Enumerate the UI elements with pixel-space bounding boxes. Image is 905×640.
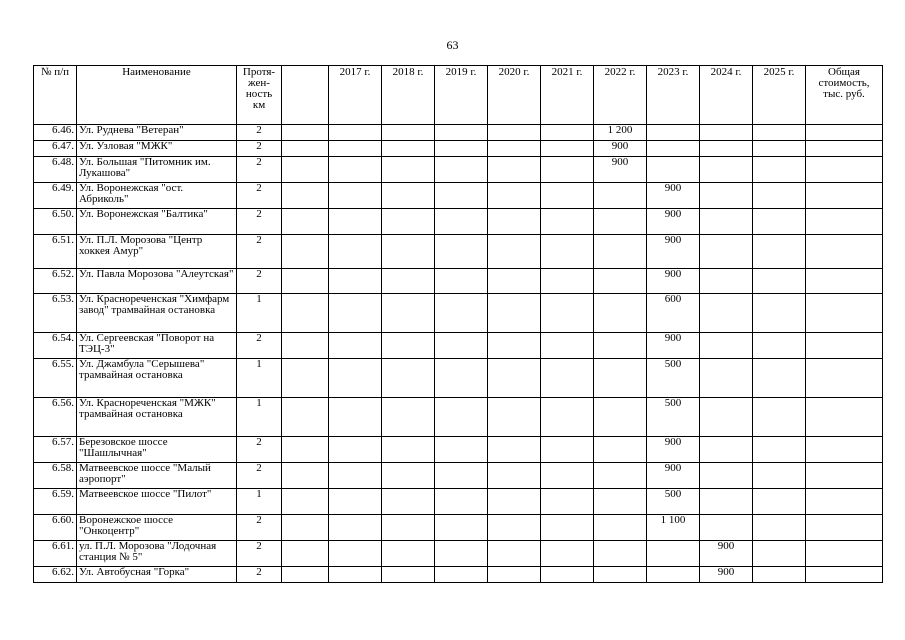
row-name-cell: Ул. Краснореченская "Химфарм завод" трамвайная остановка — [77, 294, 237, 333]
row-value-cell — [594, 541, 647, 567]
row-value-cell — [753, 333, 806, 359]
row-value-cell — [435, 125, 488, 141]
row-value-cell: 900 — [594, 141, 647, 157]
row-value-cell — [700, 463, 753, 489]
row-value-cell — [488, 437, 541, 463]
row-value-cell — [541, 157, 594, 183]
row-name-cell: Ул. Сергеевская "Поворот на ТЭЦ-3" — [77, 333, 237, 359]
row-value-cell: 600 — [647, 294, 700, 333]
header-cell-2022: 2022 г. — [594, 66, 647, 125]
row-name-cell: Ул. П.Л. Морозова "Центр хоккея Амур" — [77, 235, 237, 269]
row-value-cell — [435, 269, 488, 294]
row-number-cell: 6.56. — [34, 398, 77, 437]
row-value-cell — [541, 294, 594, 333]
row-value-cell — [806, 541, 883, 567]
row-value-cell — [488, 209, 541, 235]
row-value-cell — [700, 125, 753, 141]
row-value-cell — [329, 183, 382, 209]
row-length-cell: 2 — [237, 463, 282, 489]
row-value-cell — [541, 489, 594, 515]
row-value-cell — [541, 269, 594, 294]
row-value-cell — [806, 269, 883, 294]
table-row — [34, 541, 883, 567]
row-value-cell: 900 — [647, 235, 700, 269]
row-number-cell: 6.49. — [34, 183, 77, 209]
row-value-cell — [282, 333, 329, 359]
row-value-cell — [382, 463, 435, 489]
row-value-cell — [753, 125, 806, 141]
row-value-cell — [753, 515, 806, 541]
row-value-cell — [594, 463, 647, 489]
row-value-cell — [329, 141, 382, 157]
row-value-cell — [488, 359, 541, 398]
row-value-cell — [806, 125, 883, 141]
row-value-cell — [700, 183, 753, 209]
row-value-cell — [282, 294, 329, 333]
row-name-cell: Воронежское шоссе "Онкоцентр" — [77, 515, 237, 541]
row-value-cell: 900 — [700, 567, 753, 583]
row-value-cell — [329, 437, 382, 463]
row-length-cell: 2 — [237, 269, 282, 294]
row-length-cell: 1 — [237, 398, 282, 437]
header-cell-name: Наименование — [77, 66, 237, 125]
row-value-cell — [329, 157, 382, 183]
row-value-cell — [647, 141, 700, 157]
row-name-cell: Ул. Узловая "МЖК" — [77, 141, 237, 157]
row-value-cell — [382, 209, 435, 235]
table-row — [34, 359, 883, 398]
row-number-cell: 6.59. — [34, 489, 77, 515]
row-value-cell — [329, 541, 382, 567]
row-number-cell: 6.60. — [34, 515, 77, 541]
row-value-cell — [282, 141, 329, 157]
row-value-cell — [700, 515, 753, 541]
table-row — [34, 515, 883, 541]
row-value-cell — [806, 157, 883, 183]
row-value-cell — [753, 294, 806, 333]
row-value-cell — [435, 183, 488, 209]
table-row — [34, 235, 883, 269]
row-value-cell — [282, 437, 329, 463]
header-cell-2024: 2024 г. — [700, 66, 753, 125]
row-value-cell — [753, 541, 806, 567]
row-value-cell — [594, 437, 647, 463]
row-value-cell — [541, 209, 594, 235]
row-number-cell: 6.53. — [34, 294, 77, 333]
table-row — [34, 209, 883, 235]
row-name-cell: Ул. Автобусная "Горка" — [77, 567, 237, 583]
row-value-cell — [382, 294, 435, 333]
row-length-cell: 2 — [237, 125, 282, 141]
row-value-cell — [700, 157, 753, 183]
row-value-cell — [541, 541, 594, 567]
row-value-cell — [435, 294, 488, 333]
row-value-cell — [382, 141, 435, 157]
row-name-cell: Матвеевское шоссе "Пилот" — [77, 489, 237, 515]
row-value-cell — [329, 269, 382, 294]
row-value-cell — [329, 359, 382, 398]
row-value-cell — [753, 209, 806, 235]
row-value-cell — [488, 489, 541, 515]
row-value-cell: 500 — [647, 398, 700, 437]
row-value-cell — [753, 463, 806, 489]
row-value-cell — [329, 398, 382, 437]
table-row — [34, 567, 883, 583]
row-value-cell — [806, 463, 883, 489]
row-name-cell: Ул. Большая "Питомник им. Лукашова" — [77, 157, 237, 183]
row-value-cell: 1 100 — [647, 515, 700, 541]
row-length-cell: 2 — [237, 183, 282, 209]
row-value-cell — [541, 141, 594, 157]
row-name-cell: Ул. Джамбула "Серышева" трамвайная остановка — [77, 359, 237, 398]
row-value-cell — [753, 269, 806, 294]
row-value-cell — [488, 183, 541, 209]
row-value-cell: 900 — [647, 437, 700, 463]
row-value-cell — [382, 489, 435, 515]
row-value-cell — [435, 541, 488, 567]
row-value-cell — [282, 567, 329, 583]
row-value-cell — [700, 398, 753, 437]
row-value-cell — [435, 209, 488, 235]
row-value-cell — [435, 489, 488, 515]
table-row — [34, 333, 883, 359]
row-value-cell — [382, 515, 435, 541]
row-value-cell — [700, 209, 753, 235]
row-value-cell — [282, 209, 329, 235]
row-value-cell — [382, 359, 435, 398]
row-value-cell — [594, 269, 647, 294]
row-length-cell: 2 — [237, 515, 282, 541]
row-value-cell — [541, 437, 594, 463]
header-cell-2019: 2019 г. — [435, 66, 488, 125]
row-length-cell: 2 — [237, 541, 282, 567]
row-value-cell: 900 — [647, 183, 700, 209]
row-value-cell — [488, 294, 541, 333]
row-value-cell — [282, 269, 329, 294]
row-value-cell — [541, 125, 594, 141]
row-value-cell — [594, 333, 647, 359]
row-value-cell — [435, 515, 488, 541]
row-name-cell: Ул. Воронежская "Балтика" — [77, 209, 237, 235]
row-length-cell: 2 — [237, 437, 282, 463]
row-value-cell — [435, 141, 488, 157]
row-value-cell — [488, 235, 541, 269]
row-value-cell — [594, 183, 647, 209]
row-value-cell — [647, 541, 700, 567]
row-value-cell — [282, 157, 329, 183]
row-value-cell — [382, 541, 435, 567]
row-value-cell — [753, 567, 806, 583]
header-cell-2025: 2025 г. — [753, 66, 806, 125]
row-value-cell: 500 — [647, 489, 700, 515]
row-value-cell — [329, 125, 382, 141]
row-value-cell — [700, 141, 753, 157]
row-value-cell — [488, 515, 541, 541]
table-row — [34, 489, 883, 515]
row-value-cell — [594, 294, 647, 333]
row-value-cell — [594, 515, 647, 541]
row-value-cell — [435, 463, 488, 489]
row-value-cell — [282, 463, 329, 489]
row-value-cell — [282, 183, 329, 209]
row-value-cell — [329, 209, 382, 235]
table-row — [34, 183, 883, 209]
row-value-cell — [435, 235, 488, 269]
row-value-cell — [329, 235, 382, 269]
row-value-cell: 900 — [700, 541, 753, 567]
row-value-cell — [647, 157, 700, 183]
row-number-cell: 6.52. — [34, 269, 77, 294]
row-value-cell — [382, 235, 435, 269]
header-cell-num: № п/п — [34, 66, 77, 125]
row-value-cell: 500 — [647, 359, 700, 398]
row-value-cell — [541, 235, 594, 269]
row-value-cell — [647, 567, 700, 583]
row-value-cell — [282, 125, 329, 141]
header-cell-2020: 2020 г. — [488, 66, 541, 125]
row-name-cell: Ул. Руднева "Ветеран" — [77, 125, 237, 141]
header-cell-length: Протя- жен- ность км — [237, 66, 282, 125]
row-value-cell — [382, 398, 435, 437]
row-value-cell — [647, 125, 700, 141]
row-value-cell — [700, 269, 753, 294]
row-value-cell — [435, 567, 488, 583]
row-value-cell — [329, 463, 382, 489]
row-value-cell — [382, 567, 435, 583]
row-value-cell — [488, 567, 541, 583]
row-value-cell — [806, 183, 883, 209]
row-value-cell — [541, 183, 594, 209]
row-value-cell — [382, 269, 435, 294]
header-cell-2021: 2021 г. — [541, 66, 594, 125]
row-value-cell — [700, 333, 753, 359]
row-value-cell — [382, 183, 435, 209]
row-length-cell: 2 — [237, 141, 282, 157]
row-value-cell — [753, 183, 806, 209]
table-row — [34, 463, 883, 489]
row-value-cell — [329, 294, 382, 333]
row-value-cell — [753, 398, 806, 437]
row-value-cell — [806, 437, 883, 463]
table-row — [34, 437, 883, 463]
row-value-cell — [282, 515, 329, 541]
row-length-cell: 2 — [237, 209, 282, 235]
row-value-cell — [753, 359, 806, 398]
row-value-cell — [541, 333, 594, 359]
row-length-cell: 1 — [237, 294, 282, 333]
row-value-cell — [282, 489, 329, 515]
row-value-cell — [806, 489, 883, 515]
row-value-cell — [541, 567, 594, 583]
row-name-cell: Ул. Павла Морозова "Алеутская" — [77, 269, 237, 294]
row-value-cell — [435, 398, 488, 437]
row-number-cell: 6.61. — [34, 541, 77, 567]
row-value-cell — [806, 567, 883, 583]
row-value-cell — [488, 541, 541, 567]
row-value-cell — [282, 235, 329, 269]
row-number-cell: 6.57. — [34, 437, 77, 463]
table-body — [34, 125, 883, 583]
row-value-cell: 900 — [647, 463, 700, 489]
row-value-cell — [282, 359, 329, 398]
row-value-cell — [541, 515, 594, 541]
row-value-cell — [594, 209, 647, 235]
row-length-cell: 2 — [237, 157, 282, 183]
row-length-cell: 2 — [237, 235, 282, 269]
row-value-cell: 900 — [594, 157, 647, 183]
row-number-cell: 6.47. — [34, 141, 77, 157]
row-value-cell — [382, 437, 435, 463]
row-value-cell: 1 200 — [594, 125, 647, 141]
row-value-cell — [282, 541, 329, 567]
row-value-cell — [382, 125, 435, 141]
row-value-cell: 900 — [647, 209, 700, 235]
row-value-cell — [806, 141, 883, 157]
row-value-cell — [329, 489, 382, 515]
row-number-cell: 6.51. — [34, 235, 77, 269]
row-value-cell — [700, 359, 753, 398]
row-number-cell: 6.55. — [34, 359, 77, 398]
row-number-cell: 6.46. — [34, 125, 77, 141]
row-value-cell — [541, 398, 594, 437]
header-row — [34, 66, 883, 125]
header-cell-blank — [282, 66, 329, 125]
row-value-cell — [488, 269, 541, 294]
row-value-cell — [488, 333, 541, 359]
row-value-cell — [594, 489, 647, 515]
row-name-cell: Березовское шоссе "Шашлычная" — [77, 437, 237, 463]
row-value-cell — [594, 235, 647, 269]
row-number-cell: 6.54. — [34, 333, 77, 359]
row-value-cell — [435, 359, 488, 398]
row-value-cell — [329, 567, 382, 583]
row-value-cell — [594, 398, 647, 437]
row-value-cell — [753, 437, 806, 463]
header-cell-2023: 2023 г. — [647, 66, 700, 125]
header-cell-2018: 2018 г. — [382, 66, 435, 125]
row-value-cell — [700, 294, 753, 333]
row-value-cell — [488, 157, 541, 183]
row-number-cell: 6.62. — [34, 567, 77, 583]
table-row — [34, 398, 883, 437]
row-value-cell — [488, 398, 541, 437]
page-number: 63 — [446, 38, 459, 52]
row-name-cell: Ул. Воронежская "ост. Абриколь" — [77, 183, 237, 209]
row-value-cell — [488, 141, 541, 157]
row-length-cell: 1 — [237, 359, 282, 398]
row-value-cell — [806, 294, 883, 333]
row-value-cell — [806, 209, 883, 235]
row-value-cell — [488, 463, 541, 489]
row-value-cell — [806, 333, 883, 359]
row-value-cell — [594, 359, 647, 398]
table-row — [34, 141, 883, 157]
row-name-cell: Матвеевское шоссе "Малый аэропорт" — [77, 463, 237, 489]
budget-table — [33, 65, 883, 583]
row-value-cell: 900 — [647, 333, 700, 359]
row-length-cell: 1 — [237, 489, 282, 515]
header-cell-total: Общая стоимость, тыс. руб. — [806, 66, 883, 125]
row-number-cell: 6.58. — [34, 463, 77, 489]
row-value-cell — [700, 235, 753, 269]
row-value-cell — [753, 489, 806, 515]
row-length-cell: 2 — [237, 567, 282, 583]
row-value-cell — [329, 333, 382, 359]
row-value-cell — [382, 333, 435, 359]
row-value-cell — [806, 359, 883, 398]
row-value-cell: 900 — [647, 269, 700, 294]
row-name-cell: ул. П.Л. Морозова "Лодочная станция № 5" — [77, 541, 237, 567]
row-value-cell — [382, 157, 435, 183]
table-row — [34, 125, 883, 141]
row-value-cell — [700, 437, 753, 463]
row-value-cell — [594, 567, 647, 583]
row-value-cell — [753, 157, 806, 183]
row-value-cell — [806, 235, 883, 269]
row-value-cell — [541, 463, 594, 489]
row-value-cell — [806, 398, 883, 437]
row-length-cell: 2 — [237, 333, 282, 359]
header-cell-2017: 2017 г. — [329, 66, 382, 125]
row-value-cell — [435, 157, 488, 183]
table-row — [34, 294, 883, 333]
row-value-cell — [282, 398, 329, 437]
row-number-cell: 6.50. — [34, 209, 77, 235]
row-value-cell — [488, 125, 541, 141]
row-value-cell — [753, 141, 806, 157]
table-row — [34, 157, 883, 183]
row-value-cell — [435, 437, 488, 463]
row-value-cell — [329, 515, 382, 541]
row-name-cell: Ул. Краснореченская "МЖК" трамвайная остановка — [77, 398, 237, 437]
row-value-cell — [541, 359, 594, 398]
row-value-cell — [435, 333, 488, 359]
row-number-cell: 6.48. — [34, 157, 77, 183]
row-value-cell — [700, 489, 753, 515]
table-row — [34, 269, 883, 294]
row-value-cell — [806, 515, 883, 541]
row-value-cell — [753, 235, 806, 269]
